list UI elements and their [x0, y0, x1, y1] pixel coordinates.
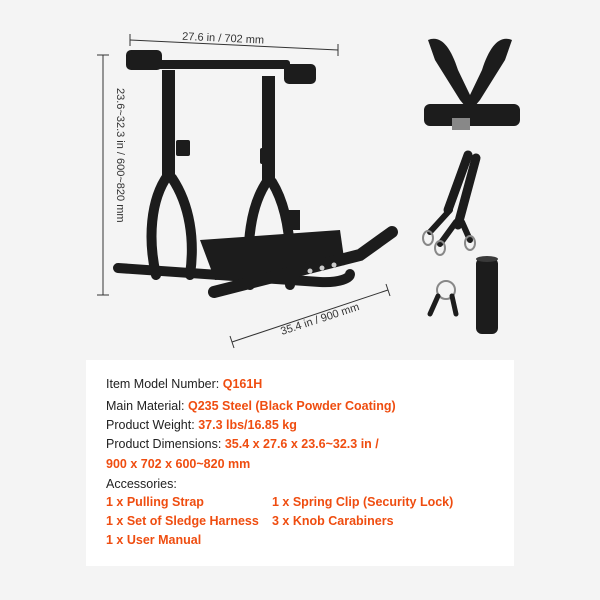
spec-card	[86, 360, 514, 566]
accessory-item: 3 x Knob Carabiners	[272, 514, 394, 528]
spec-dimensions-value-line2: 900 x 702 x 600~820 mm	[106, 457, 251, 471]
sledge-harness	[424, 39, 520, 130]
accessory-item: 1 x User Manual	[106, 533, 202, 547]
spec-weight	[106, 417, 297, 433]
spec-dimensions-value-line1: 35.4 x 27.6 x 23.6~32.3 in /	[224, 437, 379, 451]
spec-model-value: Q161H	[222, 377, 263, 391]
spec-weight-label: Product Weight:	[106, 418, 199, 432]
spec-weight-value: 37.3 lbs/16.85 kg	[198, 418, 297, 432]
spec-material	[106, 398, 396, 414]
height-dimension-label: 23.6~32.3 in / 600~820 mm	[114, 88, 126, 223]
height-dimension-line	[97, 55, 109, 295]
accessory-item: 1 x Pulling Strap	[106, 495, 204, 509]
spec-accessories-heading	[106, 476, 177, 492]
accessory-item: 1 x Spring Clip (Security Lock)	[272, 495, 454, 509]
pulling-strap	[430, 155, 476, 244]
spec-dimensions-line2	[106, 456, 250, 472]
spec-material-value: Q235 Steel (Black Powder Coating)	[187, 399, 396, 413]
spec-accessories-label: Accessories:	[106, 477, 177, 491]
spec-material-label: Main Material:	[106, 399, 188, 413]
width-dimension-label: 27.6 in / 702 mm	[181, 30, 265, 47]
spring-clip	[430, 281, 456, 314]
loading-sleeve	[476, 256, 498, 334]
spec-model	[106, 376, 262, 392]
spec-dimensions	[106, 436, 379, 452]
spec-dimensions-label: Product Dimensions:	[106, 437, 225, 451]
sled-frame	[118, 50, 392, 292]
length-dimension-label: 35.4 in / 900 mm	[279, 301, 361, 338]
spec-model-label: Item Model Number:	[106, 377, 223, 391]
accessory-item: 1 x Set of Sledge Harness	[106, 514, 259, 528]
